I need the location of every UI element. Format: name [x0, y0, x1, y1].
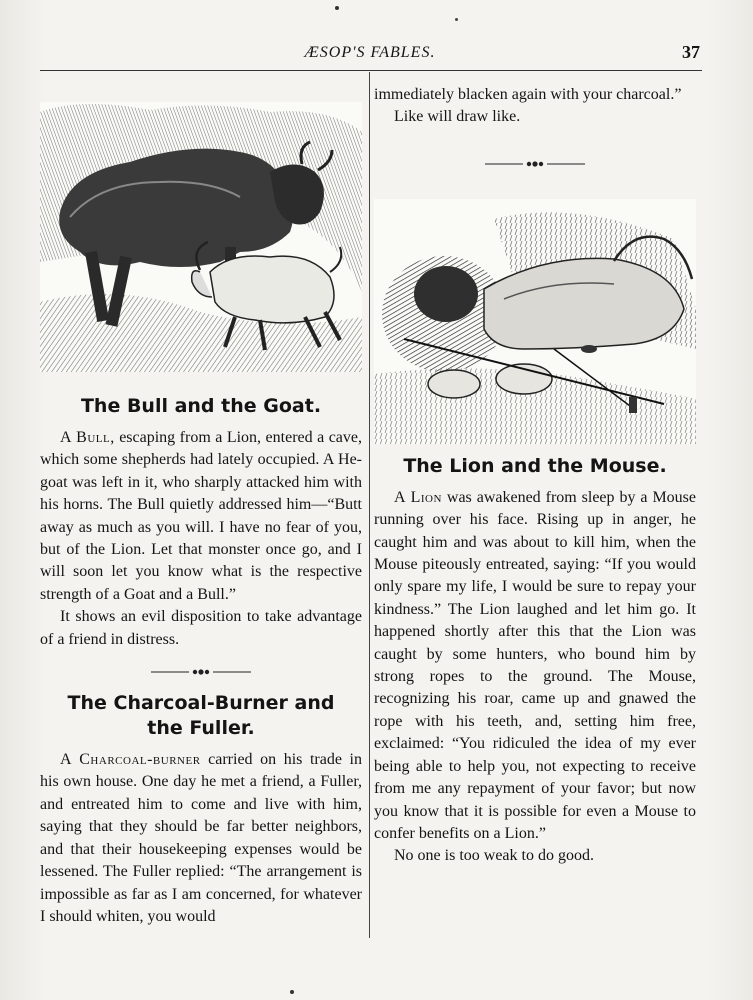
- moral-charcoal-burner: Like will draw like.: [394, 108, 521, 126]
- moral-lion-mouse: No one is too weak to do good.: [394, 847, 594, 865]
- story-text: carried on his trade in his own house. One day he met a friend, a Fuller, and entreated him to come and live with him, saying that they should be far better neighbors, and that their housekeeping expenses would be lessened. The Fuller replied: “The arrangement is impossible as far as I am concerned, for whatever I should whiten, you would: [40, 751, 362, 925]
- section-ornament: [151, 667, 251, 677]
- story-title-lion-mouse: The Lion and the Mouse.: [403, 454, 667, 477]
- story-text: escaping from a Lion, entered a cave, which some shepherds had lately occupied. A He-goat was left in it, who sharply attacked him with his horns. The Bull quietly addressed him—“Butt away as much as you will. I have no fear of you, but of the Lion. Let that monster once go, and I will soon let you know what is the respective strength of a Goat and a Bull.”: [40, 429, 362, 603]
- left-column: [40, 74, 362, 928]
- bull-and-goat-illustration: [40, 102, 362, 372]
- continued-text: immediately blacken again with your charcoal.”: [374, 86, 682, 103]
- ink-speck: [335, 6, 339, 10]
- lead-caps: A Lion: [394, 488, 442, 506]
- story-body-lion-mouse: [374, 487, 696, 846]
- column-divider: [369, 72, 370, 938]
- story-body-bull-goat: [40, 427, 362, 606]
- lead-caps: A Charcoal-burner: [60, 751, 201, 769]
- moral-bull-goat: It shows an evil disposition to take advantage of a friend in distress.: [40, 608, 362, 648]
- story-body-charcoal-burner: [40, 749, 362, 928]
- lion-and-mouse-illustration: [374, 199, 696, 444]
- section-ornament: [485, 159, 585, 169]
- lead-caps: A Bull,: [60, 429, 115, 446]
- story-text: was awakened from sleep by a Mouse running over his face. Rising up in anger, he caught him and was about to kill him, when the Mouse piteously entreated, saying: “If you would only spare my life, I would be sure to repay your kindness.” The Lion laughed and let him go. It happened shortly after this that the Lion was caught by some hunters, who bound him by strong ropes to the ground. The Mouse, recognizing his roar, came up and gnawed the rope with his teeth, and, setting him free, exclaimed: “You ridiculed the idea of my ever being able to help you, not expecting to receive from me any repayment of your favor; but now you know that it is possible for even a Mouse to confer benefits on a Lion.”: [374, 488, 697, 842]
- header-rule: [40, 70, 702, 71]
- running-head: ÆSOP'S FABLES.: [304, 44, 436, 61]
- ink-speck: [455, 18, 458, 21]
- right-column: [374, 74, 696, 868]
- story-title-charcoal-burner: The Charcoal-Burner and the Fuller.: [67, 692, 335, 740]
- story-title-bull-goat: The Bull and the Goat.: [80, 395, 322, 417]
- page-header: [40, 42, 700, 66]
- ink-speck: [290, 990, 294, 994]
- page-number: 37: [682, 42, 700, 62]
